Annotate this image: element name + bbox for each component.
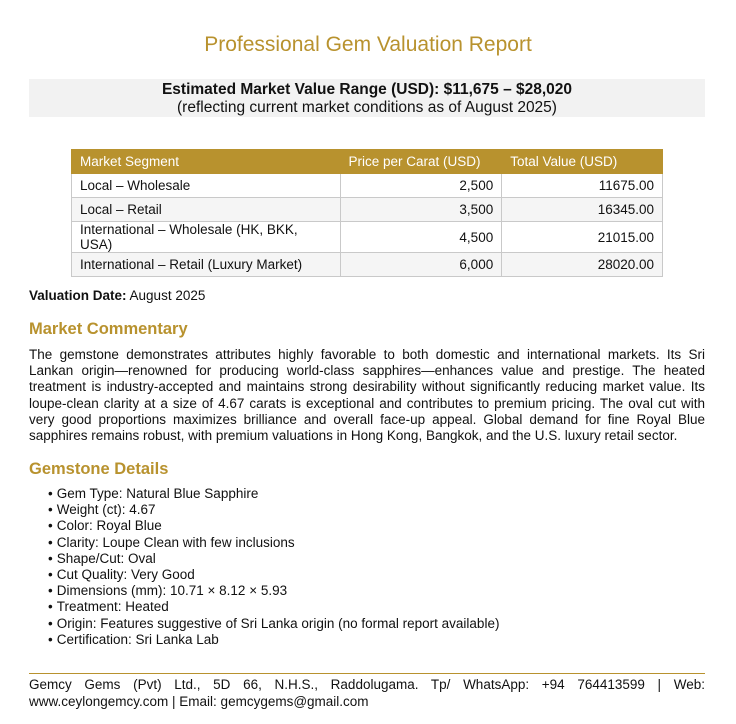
total-cell: 21015.00 xyxy=(502,222,663,253)
market-commentary-heading: Market Commentary xyxy=(29,320,188,338)
list-item: • Clarity: Loupe Clean with few inclusions xyxy=(48,535,499,551)
list-item: • Gem Type: Natural Blue Sapphire xyxy=(48,486,499,502)
segment-cell: Local – Retail xyxy=(72,198,341,222)
report-title: Professional Gem Valuation Report xyxy=(204,33,532,56)
gemstone-details-list xyxy=(48,486,499,648)
col-header-total-value: Total Value (USD) xyxy=(502,150,663,174)
list-item: • Shape/Cut: Oval xyxy=(48,551,499,567)
list-item: • Cut Quality: Very Good xyxy=(48,567,499,583)
price-cell: 2,500 xyxy=(340,174,502,198)
footer-contact-line: www.ceylongemcy.com | Email: gemcygems@gmail.com xyxy=(29,693,369,709)
total-cell: 16345.00 xyxy=(502,198,663,222)
list-item: • Color: Royal Blue xyxy=(48,518,499,534)
gemstone-details-heading: Gemstone Details xyxy=(29,460,169,478)
list-item: • Origin: Features suggestive of Sri Lanka origin (no formal report available) xyxy=(48,616,499,632)
footer-address-line: Gemcy Gems (Pvt) Ltd., 5D 66, N.H.S., Raddolugama. Tp/ WhatsApp: +94 764413599 | Web: xyxy=(29,677,705,692)
list-item: • Certification: Sri Lanka Lab xyxy=(48,632,499,648)
total-cell: 28020.00 xyxy=(502,253,663,277)
col-header-price-per-carat: Price per Carat (USD) xyxy=(340,150,502,174)
footer-divider xyxy=(29,673,705,674)
valuation-date xyxy=(29,288,205,303)
footer xyxy=(29,677,705,710)
table-row xyxy=(72,174,663,198)
table-row xyxy=(72,222,663,253)
price-cell: 4,500 xyxy=(340,222,502,253)
segment-cell: Local – Wholesale xyxy=(72,174,341,198)
col-header-segment: Market Segment xyxy=(72,150,341,174)
total-cell: 11675.00 xyxy=(502,174,663,198)
segment-cell: International – Retail (Luxury Market) xyxy=(72,253,341,277)
price-cell: 6,000 xyxy=(340,253,502,277)
market-segment-table xyxy=(71,149,663,277)
table-row xyxy=(72,253,663,277)
valuation-date-label: Valuation Date: xyxy=(29,288,127,303)
list-item: • Treatment: Heated xyxy=(48,599,499,615)
value-range-main: Estimated Market Value Range (USD): $11,675 – $28,020 xyxy=(161,81,573,98)
segment-cell: International – Wholesale (HK, BKK, USA) xyxy=(72,222,341,253)
list-item: • Dimensions (mm): 10.71 × 8.12 × 5.93 xyxy=(48,583,499,599)
value-range-banner xyxy=(29,79,705,117)
table-header-row xyxy=(72,150,663,174)
list-item: • Weight (ct): 4.67 xyxy=(48,502,499,518)
value-range-sub: (reflecting current market conditions as of August 2025) xyxy=(177,99,557,116)
price-cell: 3,500 xyxy=(340,198,502,222)
market-commentary-text: The gemstone demonstrates attributes highly favorable to both domestic and international markets. Its Sri Lankan origin—renowned for producing world-class sapphires—enhances value and prestige. The heated treatment is industry-accepted and maintains strong desirability without significantly reducing market value. Its loupe-clean clarity at a size of 4.67 carats is exceptional and contributes to premium pricing. The oval cut with very good proportions maximizes brilliance and overall face-up appeal. Global demand for fine Royal Blue sapphires remains robust, with premium valuations in Hong Kong, Bangkok, and the U.S. luxury retail sector. xyxy=(29,347,705,444)
valuation-date-value: August 2025 xyxy=(126,288,206,303)
table-row xyxy=(72,198,663,222)
